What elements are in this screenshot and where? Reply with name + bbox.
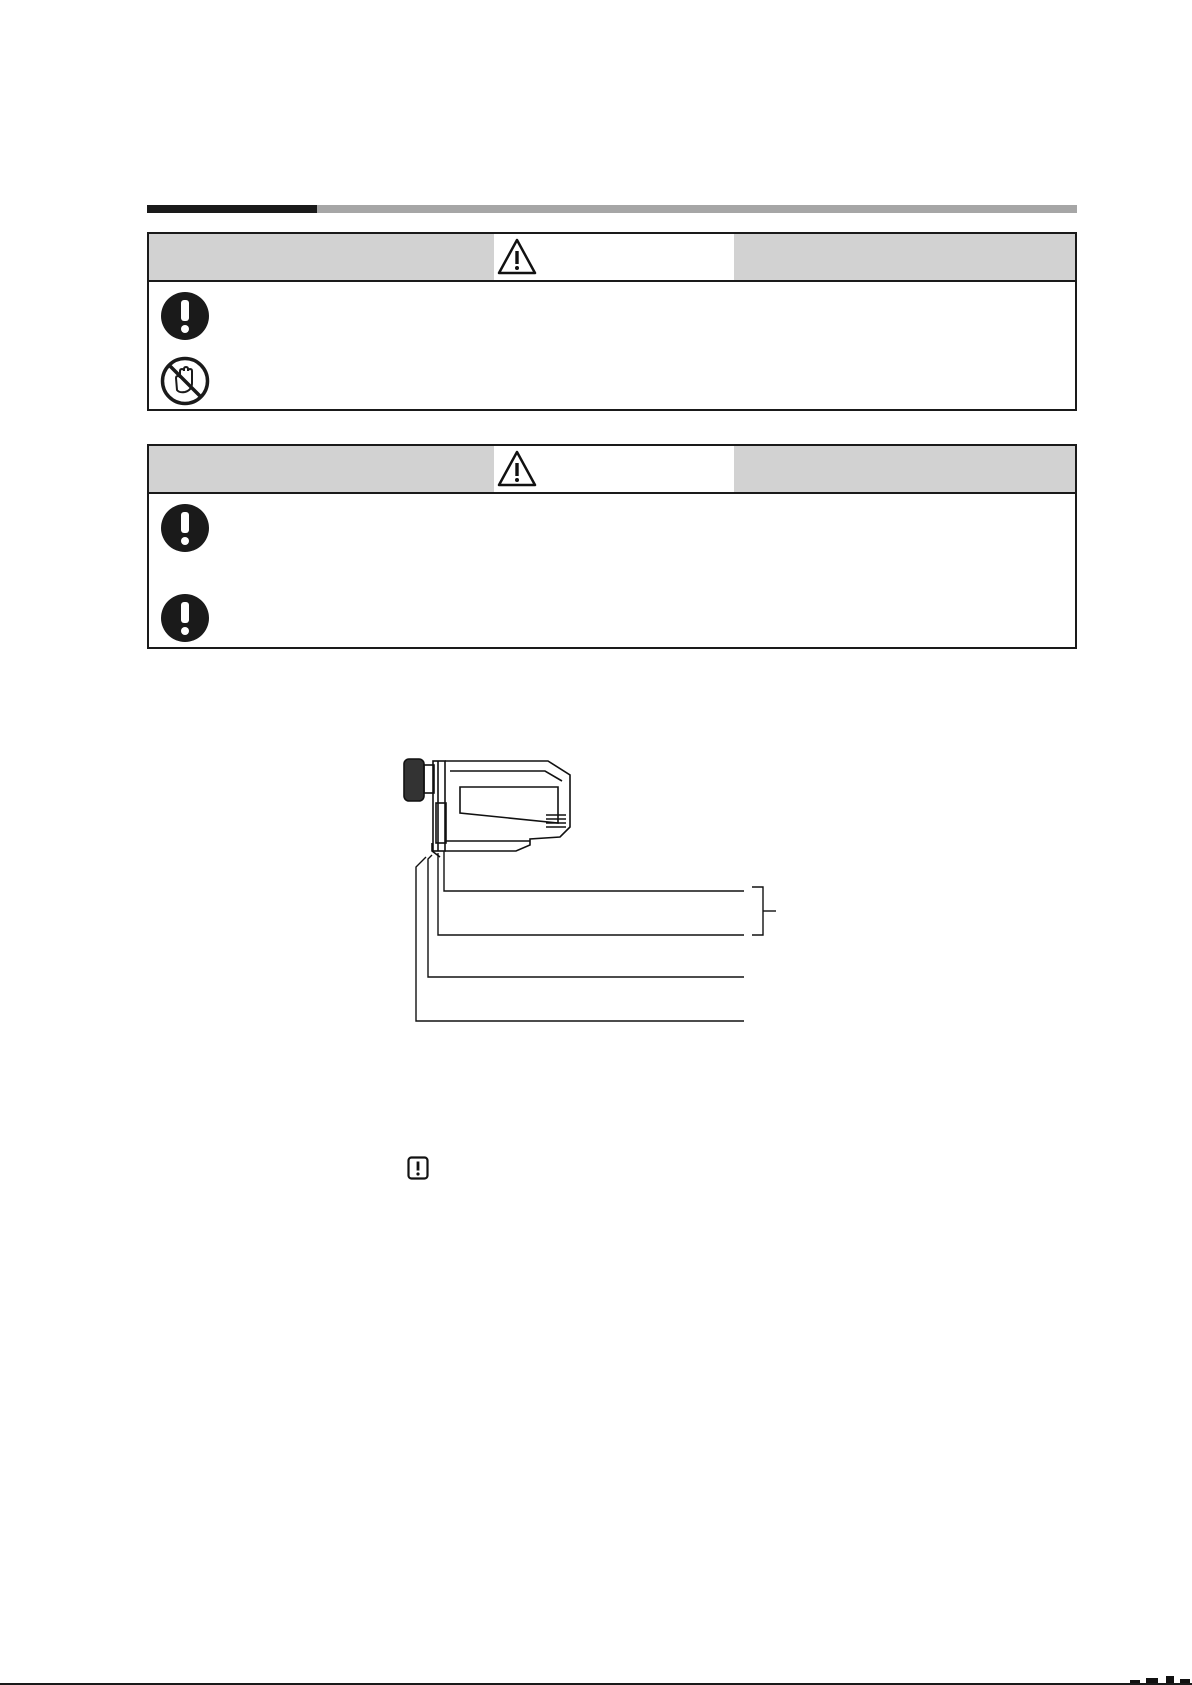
device-body [404, 759, 570, 857]
exclamation-mandatory-icon [160, 291, 210, 341]
section-title-rule-accent [147, 205, 317, 213]
caution-note-icon [407, 1156, 429, 1180]
device-illustration [380, 745, 820, 1035]
safety-header-signal [494, 234, 734, 280]
warning-triangle-icon [497, 450, 537, 488]
safety-header-signal [494, 446, 734, 492]
exclamation-mandatory-icon [160, 593, 210, 643]
warning-triangle-icon [497, 238, 537, 276]
safety-notice-header [149, 446, 1075, 494]
safety-notice-header [149, 234, 1075, 282]
leader-lines [416, 851, 776, 1021]
exclamation-mandatory-icon [160, 503, 210, 553]
safety-notice-box-1 [147, 232, 1077, 411]
safety-notice-box-2 [147, 444, 1077, 649]
section-title-rule [147, 205, 1077, 213]
do-not-touch-icon [160, 356, 210, 406]
crop-marks [1122, 1676, 1192, 1683]
